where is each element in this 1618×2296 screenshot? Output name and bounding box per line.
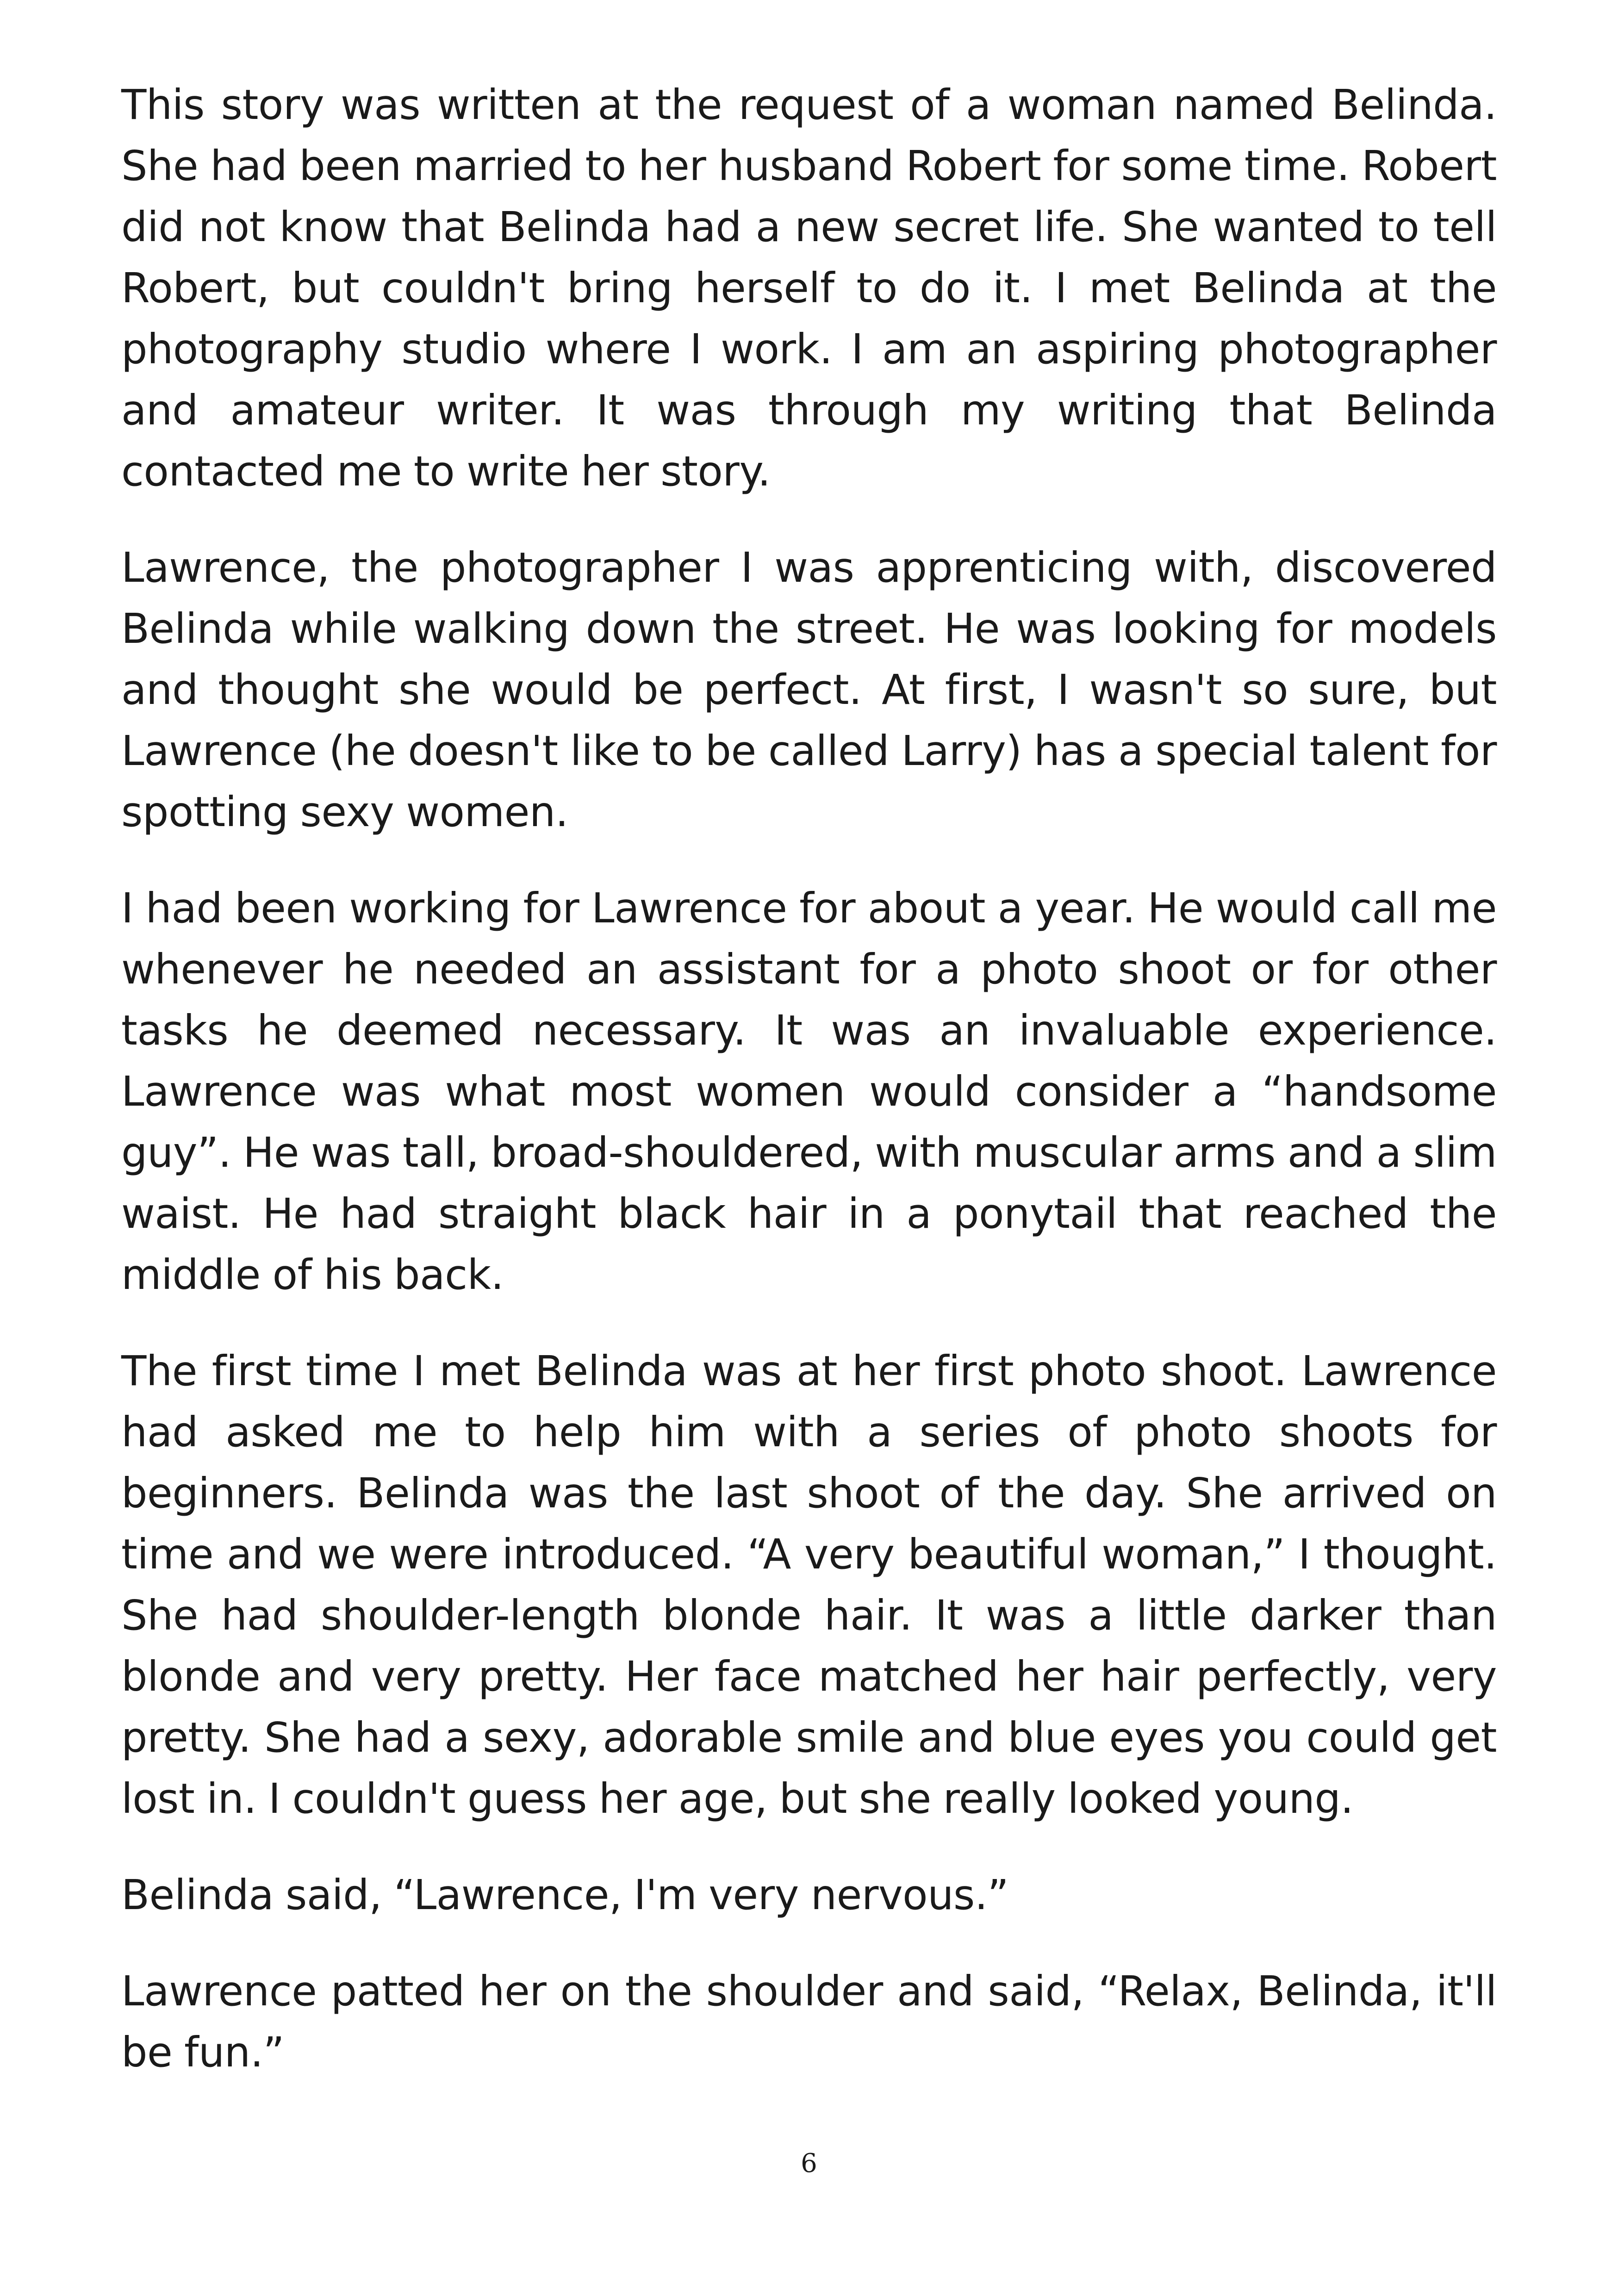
body-text — [121, 74, 1497, 2118]
paragraph-5: Belinda said, “Lawrence, I'm very nervous.” — [121, 1871, 1009, 1919]
paragraph-4: The first time I met Belinda was at her first photo shoot. Lawrence had asked me to help him with a series of photo shoots for beginners. Belinda was the last shoot of the day. She arrived on time and we were introduced. “A very beautiful woman,” I thought. She had shoulder-length blonde hair. It was a little darker than blonde and very pretty. Her face matched her hair perfectly, very pretty. She had a sexy, adorable smile and blue eyes you could get lost in. I couldn't guess her age, but she really looked young. — [121, 1347, 1497, 1823]
paragraph-1: This story was written at the request of a woman named Belinda. She had been married to her husband Robert for some time. Robert did not know that Belinda had a new secret life. She wanted to tell Robert, but couldn't bring herself to do it. I met Belinda at the photography studio where I work. I am an aspiring photographer and amateur writer. It was through my writing that Belinda contacted me to write her story. — [121, 81, 1497, 495]
paragraph-2: Lawrence, the photographer I was apprenticing with, discovered Belinda while walking down the street. He was looking for models and thought she would be perfect. At first, I wasn't so sure, but Lawrence (he doesn't like to be called Larry) has a special talent for spotting sexy women. — [121, 543, 1497, 836]
page-number: 6 — [801, 2148, 817, 2178]
paragraph-6: Lawrence patted her on the shoulder and said, “Relax, Belinda, it'll be fun.” — [121, 1967, 1497, 2076]
paragraph-3: I had been working for Lawrence for about a year. He would call me whenever he needed an assistant for a photo shoot or for other tasks he deemed necessary. It was an invaluable experience. Lawrence was what most women would consider a “handsome guy”. He was tall, broad-shouldered, with muscular arms and a slim waist. He had straight black hair in a ponytail that reached the middle of his back. — [121, 884, 1497, 1299]
